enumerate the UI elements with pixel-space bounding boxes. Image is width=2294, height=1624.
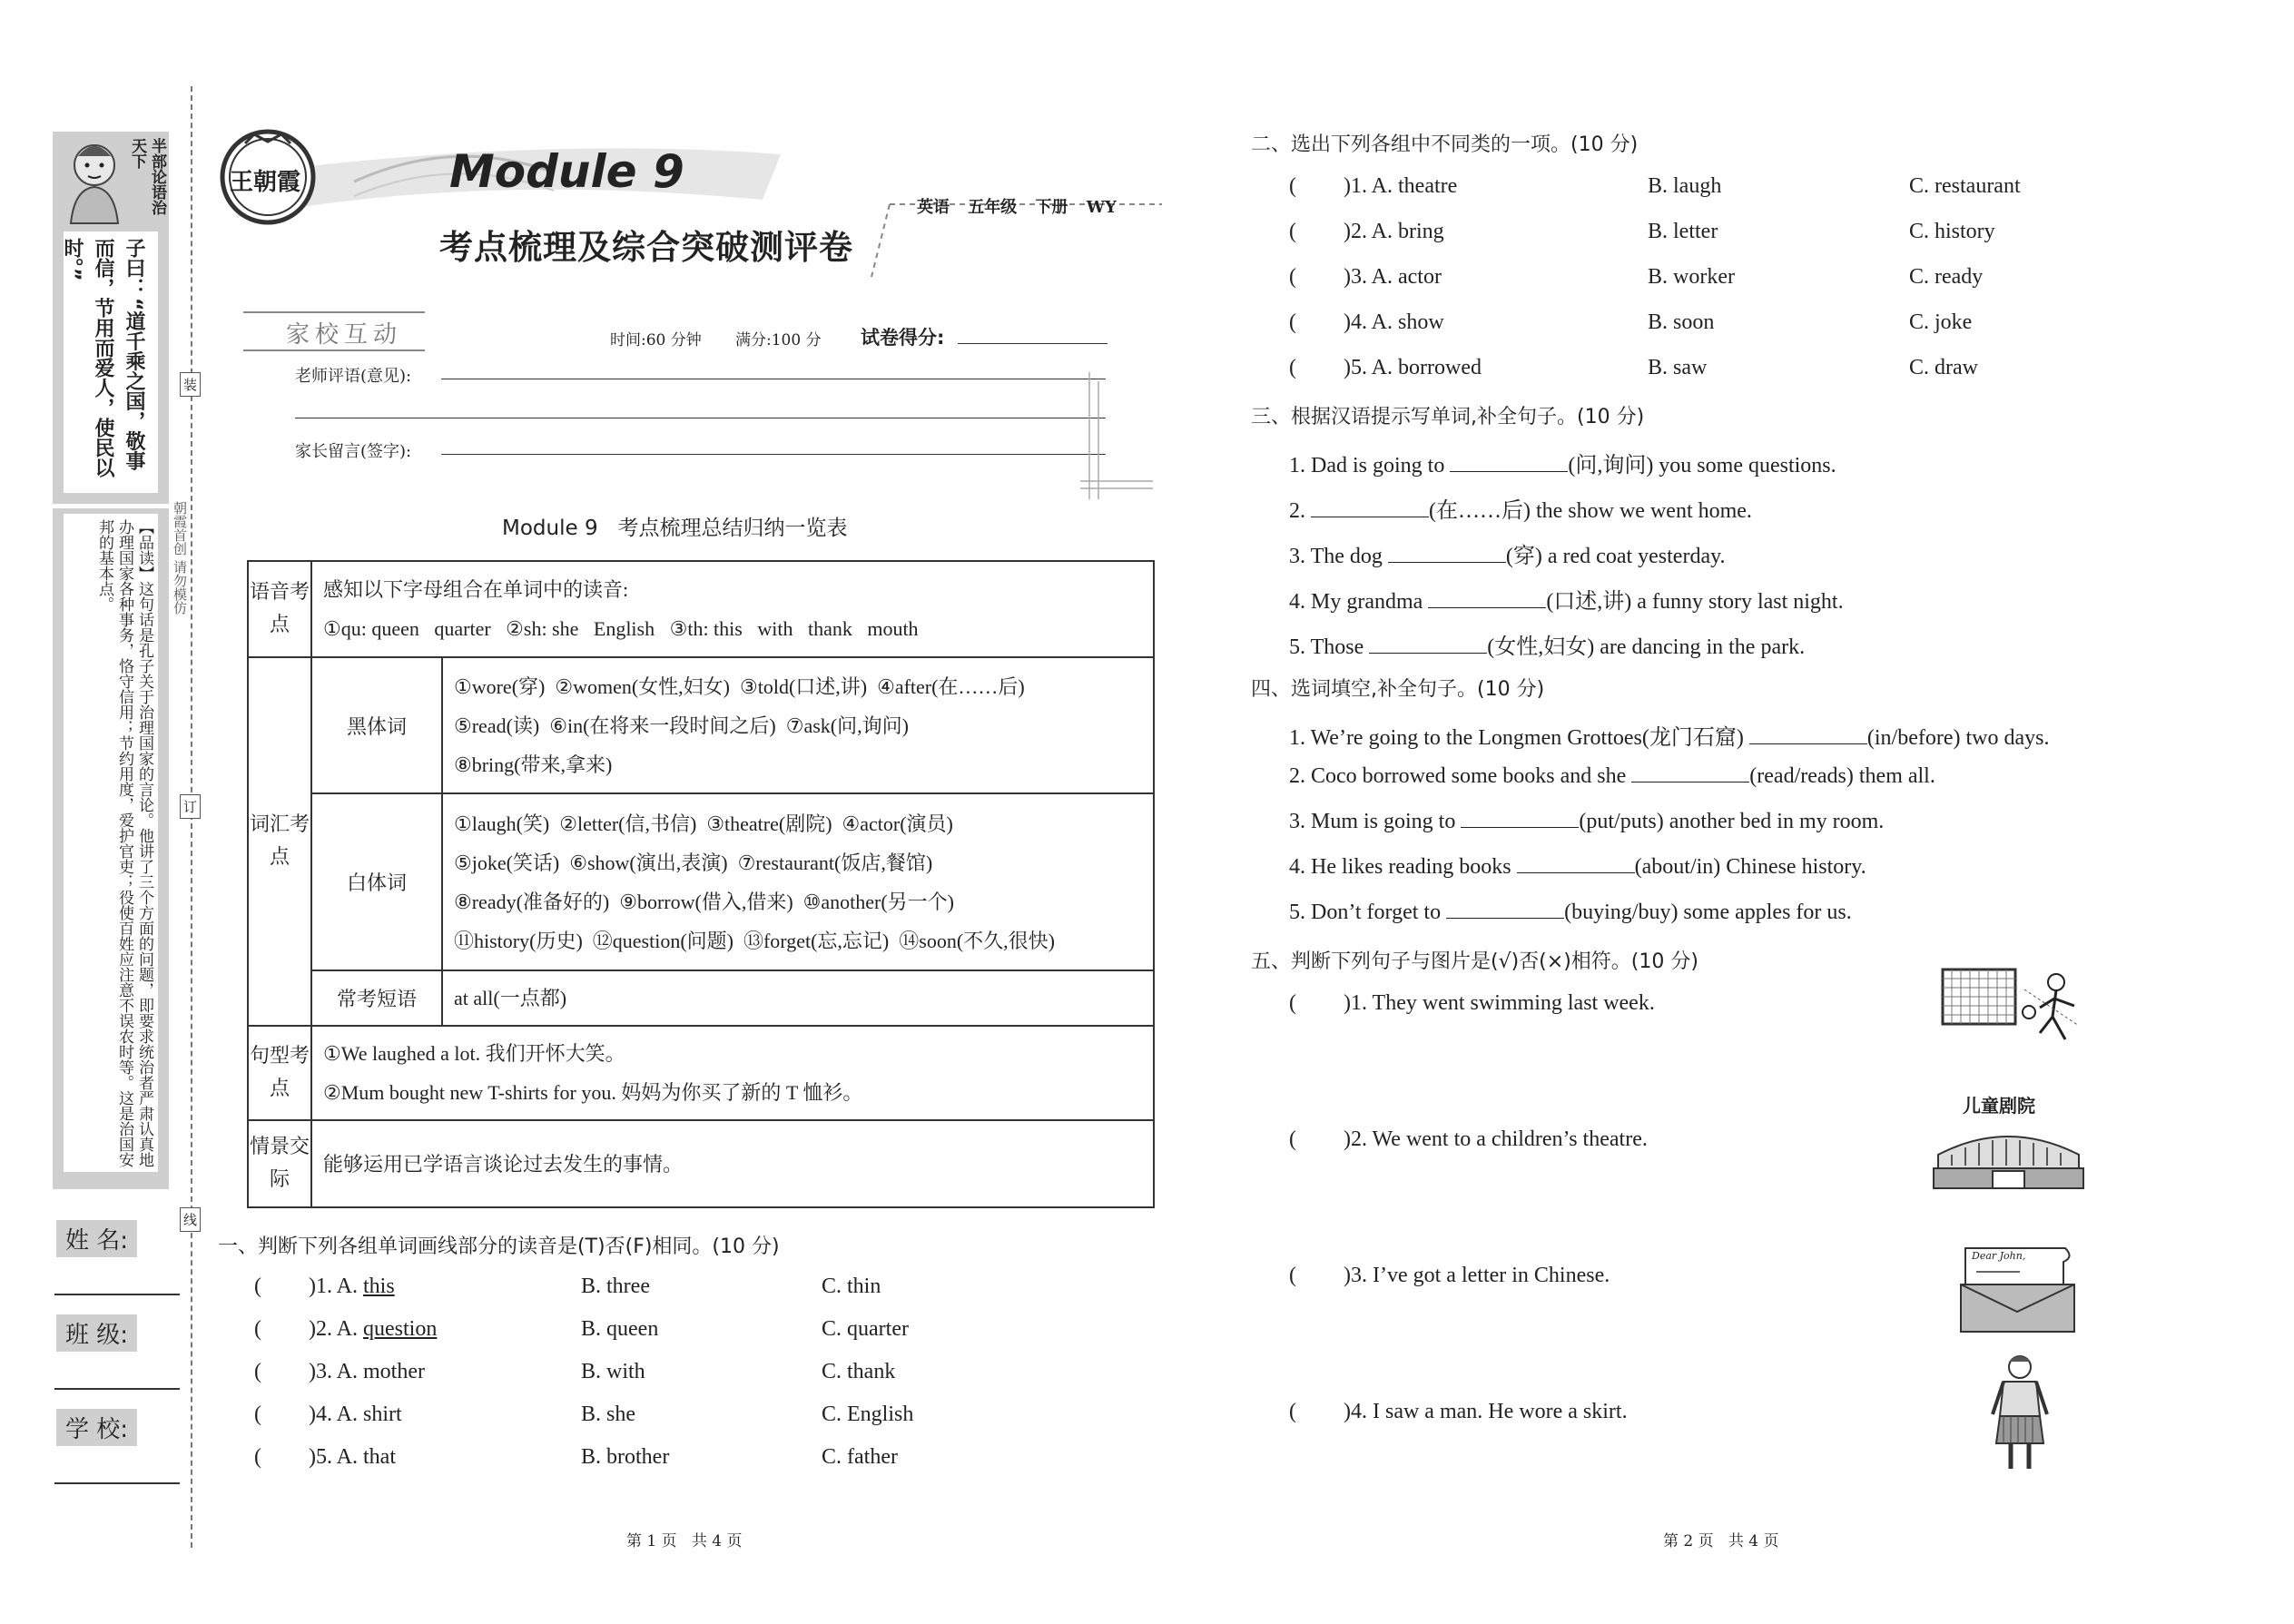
s5-item: ( )1. They went swimming last week. <box>1289 991 1655 1015</box>
scene-category: 情景交际 <box>248 1120 311 1207</box>
page1-footer: 第 1 页 共 4 页 <box>626 1532 743 1550</box>
name-field[interactable] <box>54 1294 180 1295</box>
s2-item: ( )1. A. theatre <box>1289 174 1458 198</box>
s1-item-b: B. brother <box>581 1445 670 1469</box>
s1-item-1: ( )1. A. this <box>254 1275 395 1298</box>
bold-line: ①wore(穿) ②women(女性,妇女) ③told(口述,讲) ④after(在……后) <box>454 674 1025 698</box>
s1-item-a: mother <box>363 1360 425 1383</box>
section1-title: 一、判断下列各组单词画线部分的读音是(T)否(F)相同。(10 分) <box>218 1235 780 1258</box>
score-label: 试卷得分: <box>861 327 945 349</box>
s1-item-a: this <box>363 1275 395 1298</box>
s3-blank[interactable] <box>1450 455 1568 472</box>
s1-item-c: C. thin <box>822 1275 881 1298</box>
phonics-category: 语音考点 <box>248 561 311 657</box>
overview-table <box>247 560 1155 1208</box>
section4-title: 四、选词填空,补全句子。(10 分) <box>1251 678 1545 701</box>
s1-item-5: ( )5. A. that <box>254 1445 396 1469</box>
s2-item-c: C. history <box>1909 220 1995 243</box>
phonics-intro: 感知以下字母组合在单词中的读音: <box>323 578 629 601</box>
s4-blank[interactable] <box>1631 765 1749 782</box>
bold-line: ⑧bring(带来,拿来) <box>454 753 613 776</box>
s2-item-c: C. joke <box>1909 310 1973 334</box>
s4-blank[interactable] <box>1461 811 1579 828</box>
s3-blank[interactable] <box>1311 500 1429 517</box>
class-field[interactable] <box>54 1388 180 1390</box>
s3-item: 1. Dad is going to (问,询问) you some questions. <box>1289 454 1836 477</box>
s1-item-3: ( )3. A. mother <box>254 1360 425 1383</box>
letter-salutation: Dear John, <box>1972 1250 2026 1262</box>
class-label: 班 级: <box>56 1314 137 1352</box>
parent-msg-field[interactable] <box>441 454 1106 455</box>
module-title: Module 9 <box>449 145 684 198</box>
meta-tag: 英语 五年级 下册 WY <box>917 198 1117 217</box>
s2-item: ( )5. A. borrowed <box>1289 356 1482 379</box>
white-words-cell <box>442 793 1154 970</box>
logo-text: 王朝霞 <box>230 169 301 196</box>
s2-item-c: C. ready <box>1909 265 1984 289</box>
phrase-text: at all(一点都) <box>442 970 1154 1026</box>
white-line: ⑪history(历史) ⑫question(问题) ⑬forget(忘,忘记) ⑭soon(不久,很快) <box>454 929 1055 952</box>
s3-item: 3. The dog (穿) a red coat yesterday. <box>1289 545 1726 568</box>
s4-item: 2. Coco borrowed some books and she (read/reads) them all. <box>1289 764 1935 788</box>
white-line: ⑤joke(笑话) ⑥show(演出,表演) ⑦restaurant(饭店,餐馆) <box>454 851 933 874</box>
sidebar-quote: 子曰：“道千乘之国，敬事而信，节用而爱人，使民以时。” <box>61 238 145 477</box>
white-line: ⑧ready(准备好的) ⑨borrow(借入,借来) ⑩another(另一个) <box>454 890 954 913</box>
s2-item-b: B. saw <box>1648 356 1708 379</box>
overview-table-wrap <box>247 560 1155 1208</box>
s2-item: ( )3. A. actor <box>1289 265 1442 289</box>
s2-item-b: B. worker <box>1648 265 1735 289</box>
s2-item-c: C. draw <box>1909 356 1978 379</box>
s2-item: ( )2. A. bring <box>1289 220 1444 243</box>
white-line: ①laugh(笑) ②letter(信,书信) ③theatre(剧院) ④actor(演员) <box>454 812 953 835</box>
theatre-picture <box>1929 1118 2088 1191</box>
s5-item: ( )2. We went to a children’s theatre. <box>1289 1127 1648 1151</box>
bold-words-cell <box>442 657 1154 793</box>
s1-item-num: )2. A. <box>309 1317 363 1341</box>
s1-item-c: C. father <box>822 1445 898 1469</box>
subtitle: 考点梳理及综合突破测评卷 <box>439 228 853 267</box>
home-school-label: 家校互动 <box>286 321 403 349</box>
s1-item-b: B. she <box>581 1403 635 1426</box>
s3-item: 2. (在……后) the show we went home. <box>1289 499 1752 523</box>
fold-text: 朝霞首创 请勿模仿 <box>172 501 188 615</box>
section2-title: 二、选出下列各组中不同类的一项。(10 分) <box>1251 133 1639 156</box>
football-picture <box>1938 962 2083 1062</box>
school-label: 学 校: <box>56 1409 137 1446</box>
cut-mark-3: 线 <box>180 1207 201 1232</box>
s2-item: ( )4. A. show <box>1289 310 1444 334</box>
confucius-avatar <box>58 136 131 225</box>
header-deco-lines <box>1080 372 1153 499</box>
s2-item-b: B. laugh <box>1648 174 1722 198</box>
s1-item-4: ( )4. A. shirt <box>254 1403 402 1426</box>
sentence-line: ②Mum bought new T-shirts for you. 妈妈为你买了新的 T 恤衫。 <box>323 1081 863 1104</box>
s3-blank[interactable] <box>1388 546 1506 563</box>
sentence-line: ①We laughed a lot. 我们开怀大笑。 <box>323 1042 625 1065</box>
s1-item-b: B. three <box>581 1275 650 1298</box>
parent-msg-label: 家长留言(签字): <box>295 442 412 461</box>
s4-blank[interactable] <box>1749 727 1867 744</box>
section5-title: 五、判断下列句子与图片是(√)否(×)相符。(10 分) <box>1251 950 1698 973</box>
teacher-comment-label: 老师评语(意见): <box>295 367 412 386</box>
s1-item-c: C. quarter <box>822 1317 909 1341</box>
s4-blank[interactable] <box>1517 856 1635 873</box>
scene-text: 能够运用已学语言谈论过去发生的事情。 <box>311 1120 1154 1207</box>
school-field[interactable] <box>54 1482 180 1484</box>
s5-item: ( )3. I’ve got a letter in Chinese. <box>1289 1264 1610 1287</box>
section3-title: 三、根据汉语提示写单词,补全句子。(10 分) <box>1251 406 1645 428</box>
phonics-line: ①qu: queen quarter ②sh: she English ③th: this with thank mouth <box>323 617 919 640</box>
s3-item: 5. Those (女性,妇女) are dancing in the park. <box>1289 635 1806 659</box>
cut-mark-1: 装 <box>180 372 201 397</box>
s1-item-num: )1. A. <box>309 1275 363 1298</box>
s3-blank[interactable] <box>1428 591 1546 608</box>
s1-item-a: question <box>363 1317 438 1341</box>
s4-item: 5. Don’t forget to (buying/buy) some apples for us. <box>1289 901 1852 924</box>
vocab-category: 词汇考点 <box>248 657 311 1026</box>
name-label: 姓 名: <box>56 1220 137 1257</box>
s1-item-num: )5. A. <box>309 1445 363 1469</box>
sidebar-badge: 半部论语治天下 <box>128 138 166 215</box>
s1-item-a: shirt <box>363 1403 402 1426</box>
s1-item-b: B. queen <box>581 1317 659 1341</box>
sentence-cell <box>311 1026 1154 1120</box>
score-field[interactable] <box>958 343 1108 344</box>
man-in-kilt-picture <box>1984 1353 2056 1475</box>
s1-item-a: that <box>363 1445 396 1469</box>
s3-blank[interactable] <box>1369 636 1487 654</box>
s4-blank[interactable] <box>1446 901 1564 919</box>
sentence-category: 句型考点 <box>248 1026 311 1120</box>
table-title: Module 9 考点梳理总结归纳一览表 <box>502 517 848 540</box>
theatre-sign: 儿童剧院 <box>1963 1095 2035 1117</box>
s2-item-b: B. soon <box>1648 310 1715 334</box>
s4-item: 3. Mum is going to (put/puts) another bed in my room. <box>1289 810 1885 833</box>
s3-item: 4. My grandma (口述,讲) a funny story last night. <box>1289 590 1844 614</box>
score-info: 满分:100 分 <box>735 331 822 349</box>
s1-item-b: B. with <box>581 1360 645 1383</box>
bold-line: ⑤read(读) ⑥in(在将来一段时间之后) ⑦ask(问,询问) <box>454 714 909 737</box>
time-info: 时间:60 分钟 <box>610 331 702 349</box>
sidebar-reading: 【品读】这句话是孔子关于治理国家的言论。他讲了三个方面的问题，即要求统治者严肃认真地办理国家各种事务，恪守信用；节约用度，爱护官吏；役使百姓应注意不误农时等。这是治国安邦的基本点。 <box>95 519 153 1167</box>
white-words-label: 白体词 <box>311 793 442 970</box>
phonics-cell <box>311 561 1154 657</box>
s1-item-c: C. English <box>822 1403 914 1426</box>
cut-mark-2: 订 <box>180 794 201 819</box>
bold-words-label: 黑体词 <box>311 657 442 793</box>
s1-item-num: )3. A. <box>309 1360 363 1383</box>
s2-item-b: B. letter <box>1648 220 1718 243</box>
s5-item: ( )4. I saw a man. He wore a skirt. <box>1289 1400 1628 1423</box>
s4-item: 1. We’re going to the Longmen Grottoes(龙门石窟) (in/before) two days. <box>1289 726 2050 750</box>
phrase-label: 常考短语 <box>311 970 442 1026</box>
s4-item: 4. He likes reading books (about/in) Chinese history. <box>1289 855 1866 879</box>
page2-footer: 第 2 页 共 4 页 <box>1663 1532 1779 1550</box>
s1-item-2: ( )2. A. question <box>254 1317 438 1341</box>
s2-item-c: C. restaurant <box>1909 174 2021 198</box>
s1-item-num: )4. A. <box>309 1403 363 1426</box>
s1-item-c: C. thank <box>822 1360 896 1383</box>
